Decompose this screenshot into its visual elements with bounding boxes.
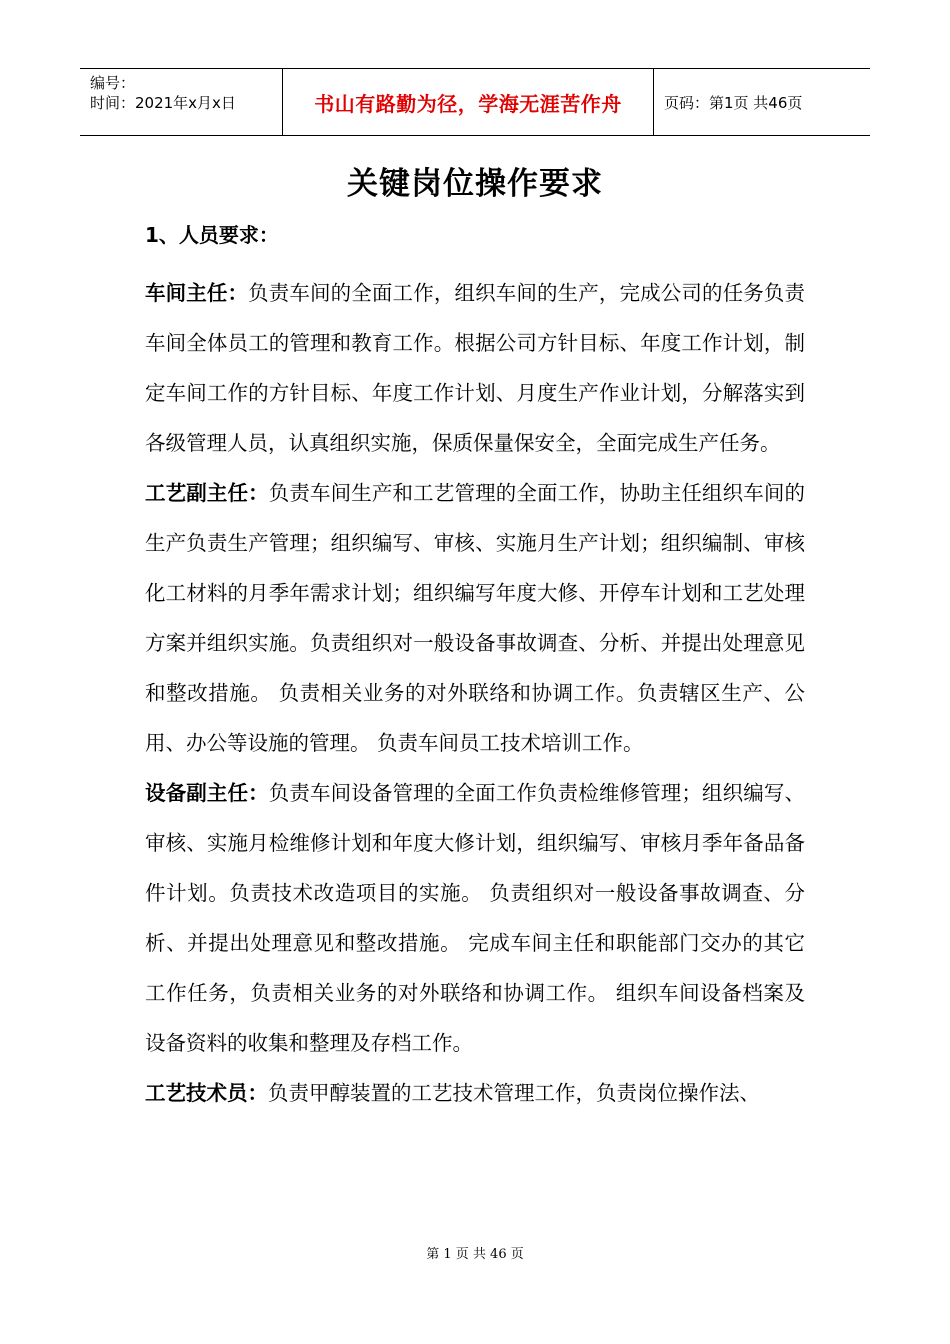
paragraph-workshop-director bbox=[145, 268, 805, 468]
role-description: 负责车间的全面工作，组织车间的生产，完成公司的任务负责车间全体员工的管理和教育工作。根据公司方针目标、年度工作计划，制定车间工作的方针目标、年度工作计划、月度生产作业计划，分解落实到各级管理人员，认真组织实施，保质保量保安全，全面完成生产任务。 bbox=[145, 281, 806, 455]
role-label: 工艺技术员： bbox=[145, 1081, 268, 1105]
paragraph-process-deputy-director bbox=[145, 468, 805, 768]
code-label: 编号： bbox=[90, 74, 136, 92]
page-title: 关键岗位操作要求 bbox=[347, 166, 603, 202]
paragraph-equipment-deputy-director bbox=[145, 768, 805, 1068]
header-motto-cell bbox=[282, 69, 654, 135]
page-footer: 第 1 页 共 46 页 bbox=[426, 1247, 524, 1262]
paragraph-process-technician bbox=[145, 1068, 805, 1118]
role-description: 负责甲醇装置的工艺技术管理工作，负责岗位操作法、 bbox=[268, 1081, 760, 1105]
header-page-cell bbox=[654, 69, 870, 135]
time-label: 时间：2021年x月x日 bbox=[90, 94, 236, 112]
role-label: 车间主任： bbox=[145, 281, 249, 305]
section-heading: 1、人员要求： bbox=[145, 223, 279, 247]
header-meta-cell bbox=[80, 69, 282, 135]
role-label: 工艺副主任： bbox=[145, 481, 269, 505]
role-description: 负责车间生产和工艺管理的全面工作，协助主任组织车间的生产负责生产管理；组织编写、审核、实施月生产计划；组织编制、审核化工材料的月季年需求计划；组织编写年度大修、开停车计划和工艺处理方案并组织实施。负责组织对一般设备事故调查、分析、并提出处理意见和整改措施。 负责相关业务的对外联络和协调工作。负责辖区生产、公用、办公等设施的管理。 负责车间员工技术培训工作。 bbox=[145, 481, 806, 755]
document-body bbox=[145, 268, 805, 1118]
motto-text: 书山有路勤为径，学海无涯苦作舟 bbox=[314, 91, 622, 116]
role-label: 设备副主任： bbox=[145, 781, 269, 805]
page-info: 页码：第1页 共46页 bbox=[664, 93, 803, 112]
role-description: 负责车间设备管理的全面工作负责检维修管理；组织编写、审核、实施月检维修计划和年度大修计划，组织编写、审核月季年备品备件计划。负责技术改造项目的实施。 负责组织对一般设备事故调查、分析、并提出处理意见和整改措施。 完成车间主任和职能部门交办的其它工作任务，负责相关业务的对外联络和协调工作。 组织车间设备档案及设备资料的收集和整理及存档工作。 bbox=[145, 781, 806, 1055]
document-header bbox=[80, 68, 870, 136]
